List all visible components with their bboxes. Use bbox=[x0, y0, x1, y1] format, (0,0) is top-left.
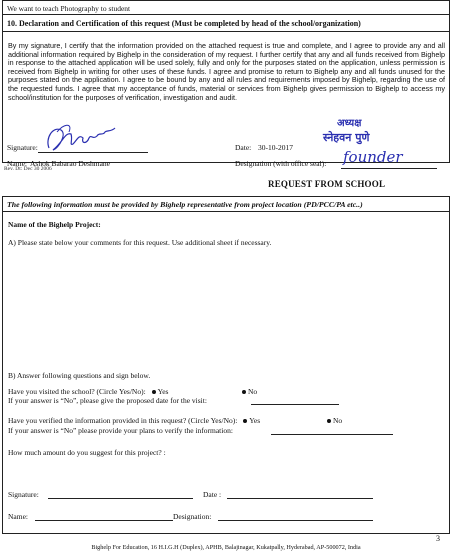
page-number: 3 bbox=[436, 534, 440, 543]
handwritten-signature bbox=[43, 120, 123, 154]
name-value: Ashok Babarao Deshmane bbox=[30, 159, 110, 168]
bullet-icon bbox=[327, 419, 331, 423]
question-visited-text: Have you visited the school? (Circle Yes/No): bbox=[8, 387, 146, 396]
signature-label: Signature: bbox=[7, 143, 38, 152]
rep-designation-line[interactable] bbox=[218, 520, 373, 521]
rep-designation-label: Designation: bbox=[173, 512, 212, 521]
designation-label: Designation (with office seal): bbox=[235, 159, 327, 168]
request-heading: REQUEST FROM SCHOOL bbox=[268, 179, 386, 189]
answer-line bbox=[271, 434, 393, 435]
rep-name-line[interactable] bbox=[35, 520, 173, 521]
designation-line bbox=[341, 168, 437, 169]
rep-name-label: Name: bbox=[8, 512, 28, 521]
date-label: Date: bbox=[235, 143, 252, 152]
question-visited bbox=[8, 387, 168, 396]
bullet-icon bbox=[152, 390, 156, 394]
divider bbox=[3, 31, 449, 32]
stamp-line-2: स्नेहवन पुणे bbox=[323, 131, 370, 144]
top-row-text: We want to teach Photography to student bbox=[7, 4, 131, 13]
request-title: The following information must be provided by Bighelp representative from project location (PD/PCC/PA etc..) bbox=[7, 200, 363, 209]
stamp-line-1: अध्यक्ष bbox=[337, 118, 362, 129]
question-visited-followup: If your answer is “No”, please give the proposed date for the visit: bbox=[8, 396, 207, 405]
designation-handwriting: founder bbox=[343, 148, 403, 166]
revision-note: Rev. Dt: Dec 30 2006 bbox=[4, 166, 52, 172]
top-row bbox=[2, 0, 450, 15]
no-option[interactable]: No bbox=[333, 416, 343, 425]
declaration-section bbox=[2, 15, 450, 168]
question-amount: How much amount do you suggest for this project? : bbox=[8, 448, 166, 457]
declaration-body: By my signature, I certify that the information provided on the attached request is true and complete, and I agree to provide any and all additional information required by Bighelp in the consideration of my request. I further certify that any and all funds received from Bighelp in response to the attached application will be used solely, fully and only for the purposes stated on the application, unless permission is received from Bighelp in writing for other uses of these funds. I agree and promise to return to Bighelp any and all funds unused for the purposes stated on the application. I agree to be bound by any and all rules and requirements imposed by Bighelp, regarding the use of the requested funds. I agree that my acceptance of funds, material or services from Bighelp gives permission to Bighelp to access my school/institution for the purposes of verification, investigation and audit. bbox=[8, 41, 445, 102]
declaration-title: 10. Declaration and Certification of this request (Must be completed by head of the school/organization) bbox=[7, 19, 361, 28]
rep-date-line[interactable] bbox=[227, 498, 373, 499]
footer-address: Bighelp For Education, 16 H.I.G.H (Duplex), APHB, Balajinagar, Kukatpally, Hyderabad, AP-500072, India bbox=[91, 544, 361, 551]
question-verified-text: Have you verified the information provided in this request? (Circle Yes/No): bbox=[8, 416, 238, 425]
bullet-icon bbox=[242, 390, 246, 394]
rep-date-label: Date : bbox=[203, 490, 222, 499]
date-value: 30-10-2017 bbox=[258, 143, 293, 152]
question-verified bbox=[8, 416, 260, 425]
no-option[interactable]: No bbox=[248, 387, 258, 396]
request-section bbox=[2, 196, 450, 534]
question-verified-followup: If your answer is “No” please provide your plans to verify the information: bbox=[8, 426, 233, 435]
yes-option[interactable]: Yes bbox=[157, 387, 169, 396]
answer-line bbox=[251, 404, 339, 405]
yes-option[interactable]: Yes bbox=[249, 416, 261, 425]
bullet-icon bbox=[243, 419, 247, 423]
section-a-text: A) Please state below your comments for this request. Use additional sheet if necessary. bbox=[8, 238, 272, 247]
divider bbox=[3, 211, 449, 212]
section-b-text: B) Answer following questions and sign below. bbox=[8, 371, 151, 380]
name-label: Name: bbox=[7, 159, 27, 168]
rep-signature-line[interactable] bbox=[48, 498, 193, 499]
rep-signature-label: Signature: bbox=[8, 490, 39, 499]
project-name-label: Name of the Bighelp Project: bbox=[8, 220, 101, 229]
no-option-wrap bbox=[238, 387, 257, 396]
no-option-wrap bbox=[323, 416, 342, 425]
